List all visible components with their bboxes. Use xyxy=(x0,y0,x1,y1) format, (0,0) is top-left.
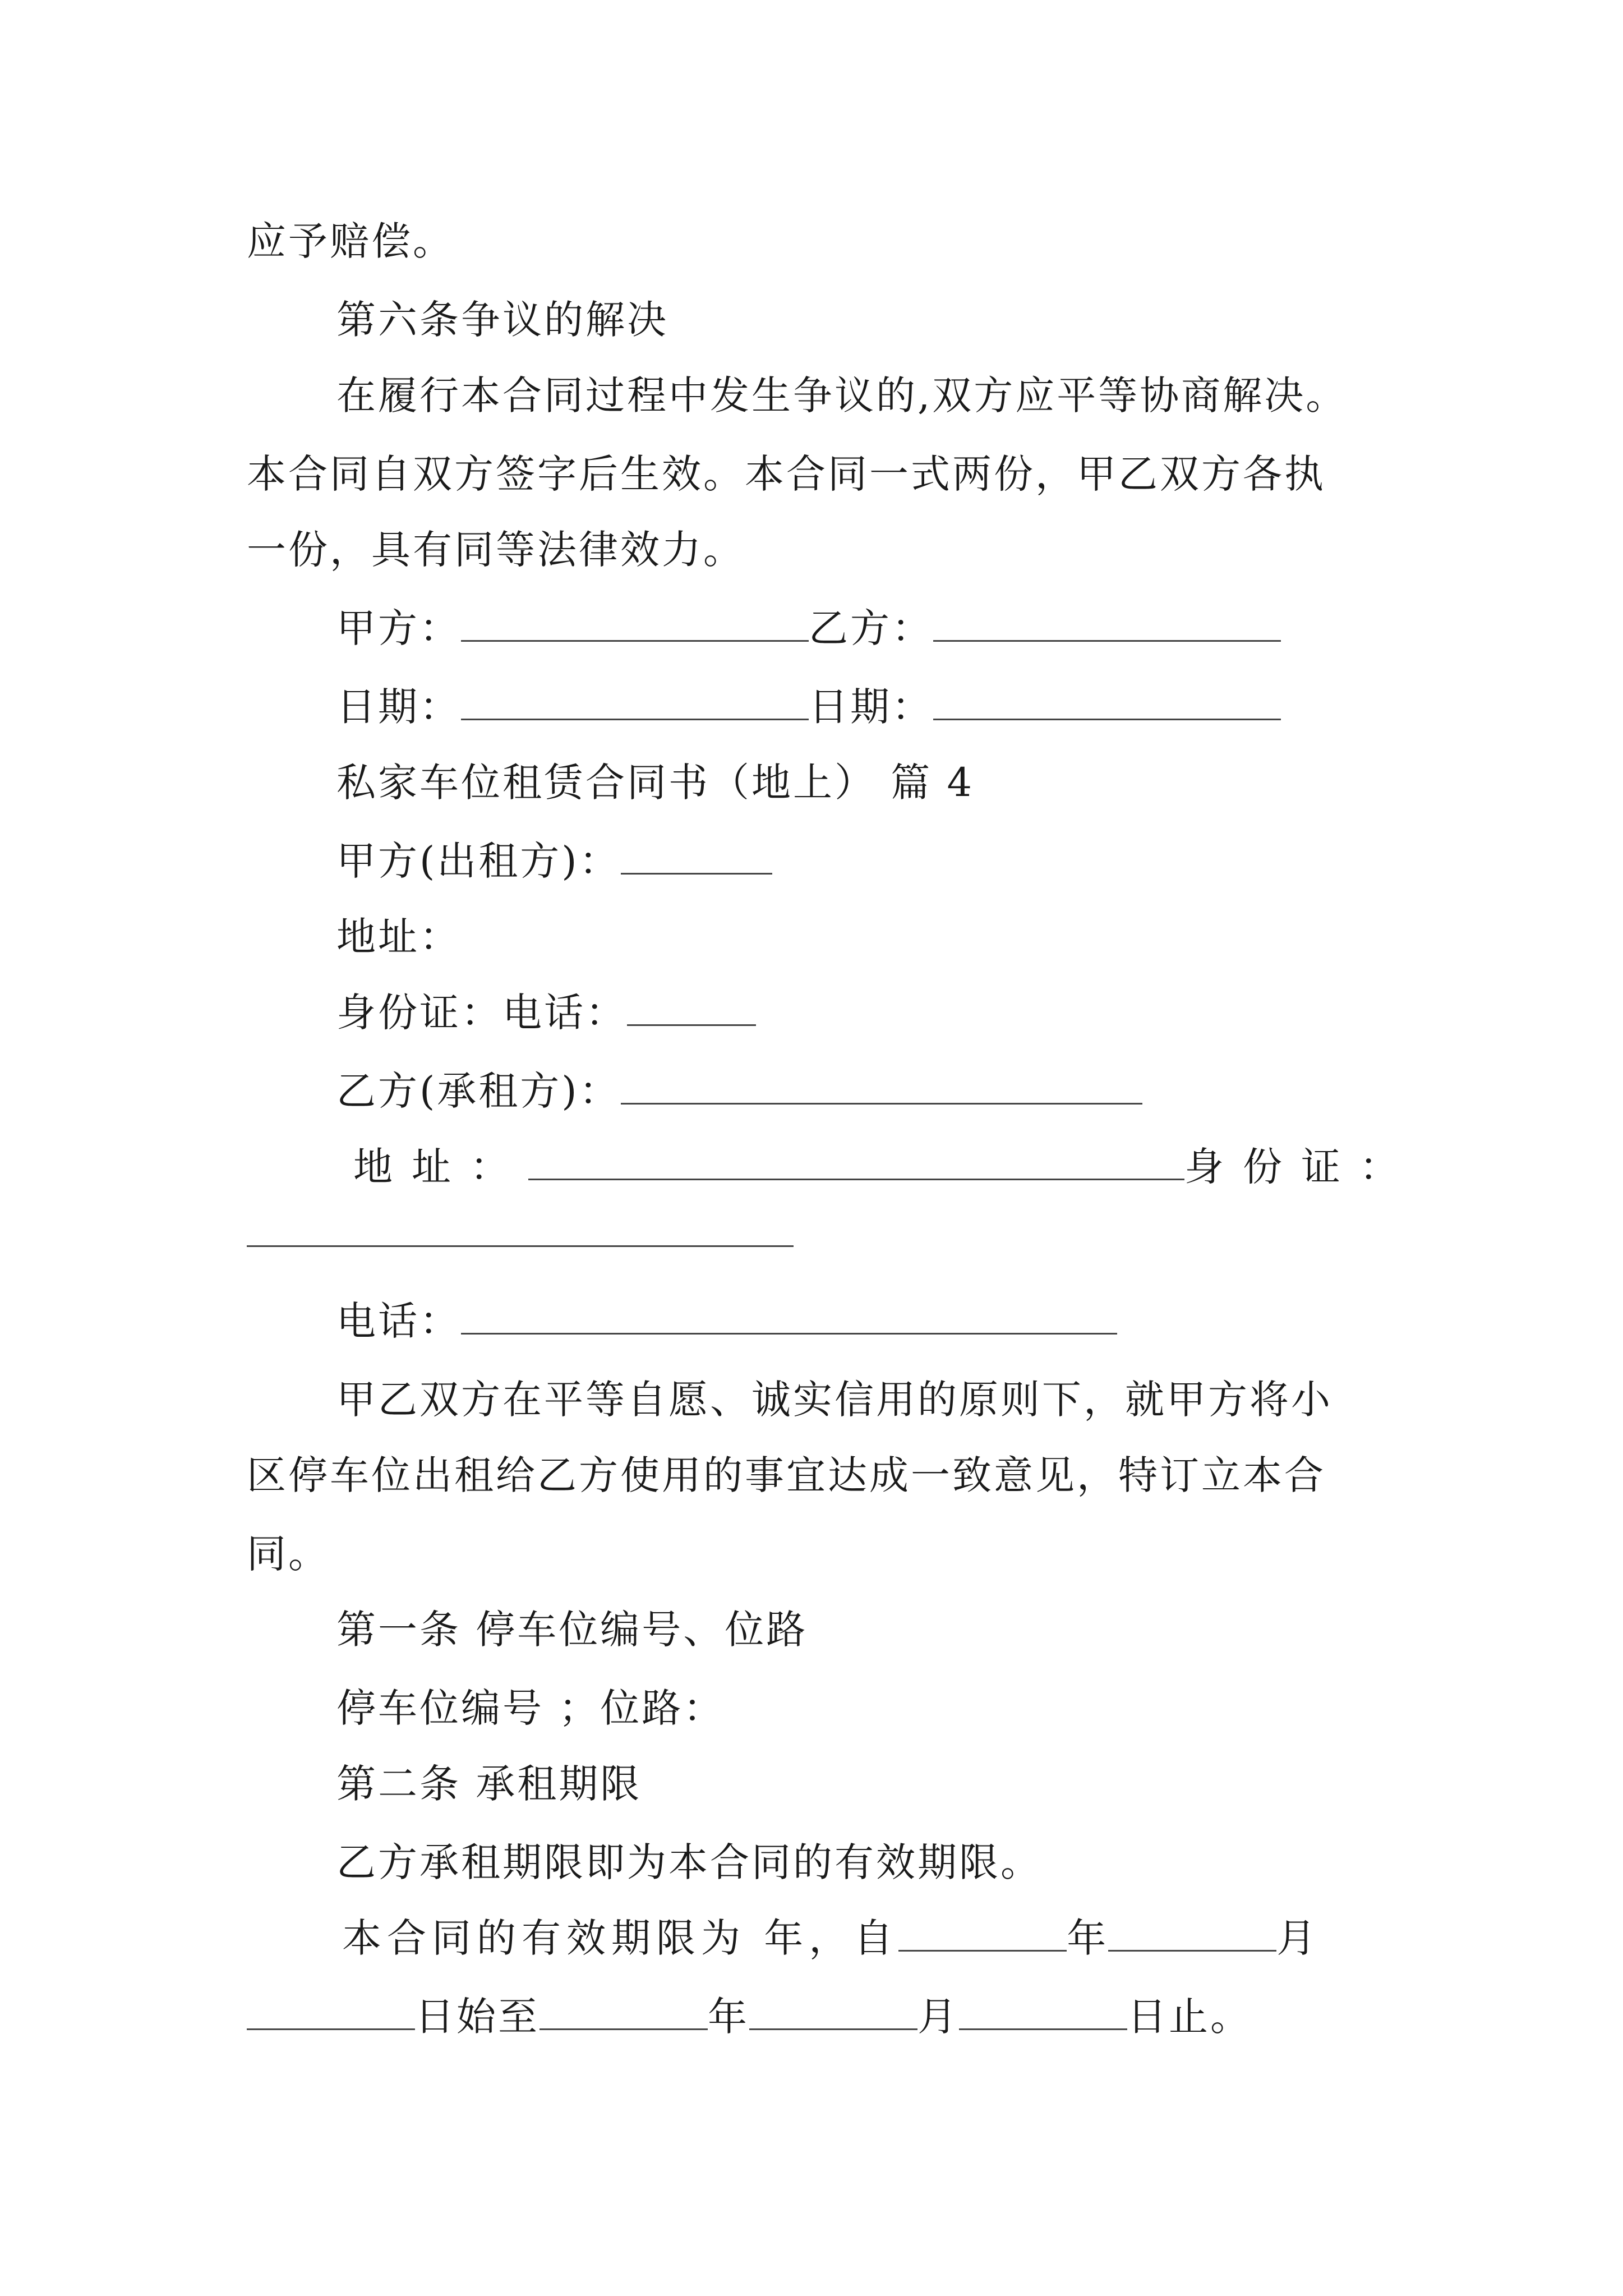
text-line: 一份，具有同等法律效力。 xyxy=(247,527,745,573)
end-day-label: 日止。 xyxy=(1127,1994,1252,2040)
start-day-blank xyxy=(247,1989,415,2030)
article-heading: 第二条 承租期限 xyxy=(336,1761,642,1807)
year-label: 年 xyxy=(1067,1915,1109,1961)
date-b-label: 日期： xyxy=(809,684,933,730)
lessee-phone-row xyxy=(336,1293,1117,1349)
signature-date-row xyxy=(336,679,1281,735)
start-month-blank xyxy=(1108,1911,1276,1952)
term-row-end xyxy=(247,1989,1252,2045)
signature-party-a-row xyxy=(336,600,1281,656)
start-year-blank xyxy=(898,1911,1067,1952)
text-line: 乙方承租期限即为本合同的有效期限。 xyxy=(336,1839,1042,1885)
party-b-signature-blank xyxy=(933,601,1281,642)
lessee-address-label: 地址： xyxy=(353,1144,528,1190)
text-line: 同。 xyxy=(247,1531,330,1577)
section-heading: 第六条争议的解决 xyxy=(336,297,668,343)
phone-blank xyxy=(627,985,756,1026)
lessee-phone-label: 电话： xyxy=(336,1298,461,1344)
date-b-blank xyxy=(933,679,1281,720)
address-row: 地址： xyxy=(336,914,461,960)
lessee-address-row xyxy=(353,1139,1418,1195)
end-month-label: 月 xyxy=(917,1994,959,2040)
id-phone-label: 身份证：电话： xyxy=(336,990,627,1036)
lessee-id-label: 身份证： xyxy=(1184,1144,1418,1190)
day-start-label: 日始至 xyxy=(415,1994,540,2040)
lessor-row xyxy=(336,833,772,889)
lessee-id-blank xyxy=(247,1206,794,1247)
end-year-label: 年 xyxy=(708,1994,749,2040)
text-line: 停车位编号 ；位路： xyxy=(336,1685,725,1731)
date-a-blank xyxy=(461,679,809,720)
lessee-row xyxy=(336,1063,1142,1119)
end-year-blank xyxy=(540,1989,708,2030)
lessee-blank xyxy=(621,1064,1142,1105)
end-month-blank xyxy=(749,1989,917,2030)
lessee-address-blank xyxy=(528,1139,1184,1180)
lessor-blank xyxy=(621,834,772,875)
text-line: 本合同自双方签字后生效。本合同一式两份，甲乙双方各执 xyxy=(247,451,1326,497)
document-title: 私家车位租赁合同书（地上） 篇 4 xyxy=(336,760,975,806)
lessor-label: 甲方(出租方)： xyxy=(336,838,621,884)
article-heading: 第一条 停车位编号、位路 xyxy=(336,1607,808,1653)
term-row-start xyxy=(342,1910,1318,1966)
party-b-label: 乙方： xyxy=(809,605,933,651)
end-day-blank xyxy=(959,1989,1127,2030)
date-a-label: 日期： xyxy=(336,684,461,730)
month-label: 月 xyxy=(1276,1915,1318,1961)
lessee-label: 乙方(承租方)： xyxy=(336,1068,621,1114)
text-line: 区停车位出租给乙方使用的事宜达成一致意见，特订立本合 xyxy=(247,1452,1326,1498)
party-a-signature-blank xyxy=(461,601,809,642)
text-line: 在履行本合同过程中发生争议的,双方应平等协商解决。 xyxy=(336,372,1348,418)
text-line: 甲乙双方在平等自愿、诚实信用的原则下，就甲方将小 xyxy=(336,1377,1332,1423)
text-line: 应予赔偿。 xyxy=(247,218,454,264)
lessee-phone-blank xyxy=(461,1294,1117,1335)
party-a-label: 甲方： xyxy=(336,605,461,651)
term-label: 本合同的有效期限为 年，自 xyxy=(342,1915,899,1961)
id-phone-row xyxy=(336,984,756,1041)
